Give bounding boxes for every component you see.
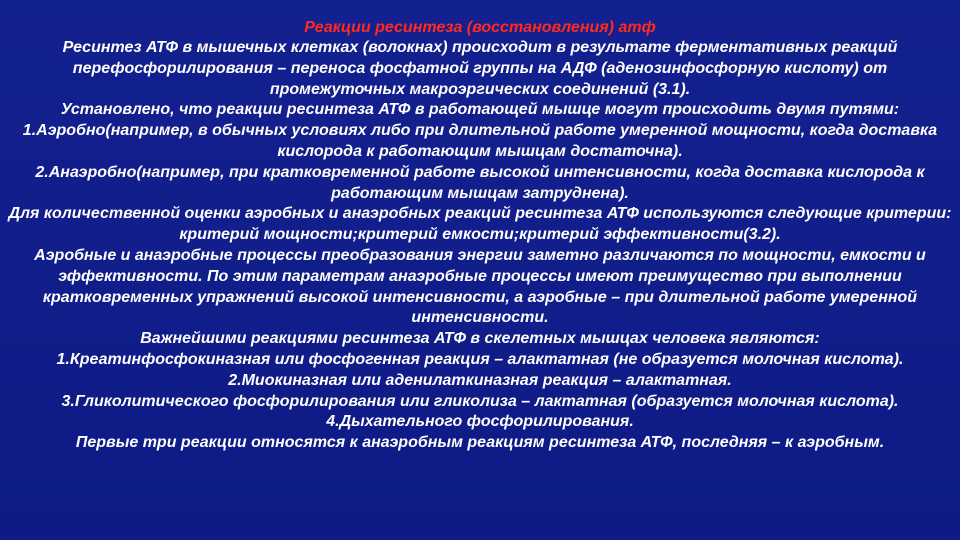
paragraph-aerobic: 1.Аэробно(например, в обычных условиях либо при длительной работе умеренной мощности, когда доставка кислорода к работающим мышцам достаточна). — [22, 122, 938, 160]
paragraph-resynthesis-definition: Ресинтез АТФ в мышечных клетках (волокнах) происходит в результате ферментативных реакций перефосфорилирования – переноса фосфатной группы на АДФ (аденозинфосфорную кислоту) от промежуточных макроэргических соединений (3.1). — [62, 39, 898, 98]
paragraph-conclusion: Первые три реакции относятся к анаэробным реакциям ресинтеза АТФ, последняя – к аэробным. — [75, 434, 885, 452]
paragraph-comparison: Аэробные и анаэробные процессы преобразования энергии заметно различаются по мощности, емкости и эффективности. По этим параметрам анаэробные процессы имеют преимущество при выполнении кратковременных упражнений высокой интенсивности, а аэробные – при длительной работе умеренной интенсивности. — [34, 246, 926, 327]
list-item-myokinase: 2.Миокиназная или аденилаткиназная реакция – алактатная. — [228, 371, 732, 389]
paragraph-anaerobic: 2.Анаэробно(например, при кратковременной работе высокой интенсивности, когда доставка кислорода к работающим мышцам затруднена). — [35, 163, 925, 202]
list-item-respiratory: 4.Дыхательного фосфорилирования. — [326, 413, 634, 431]
paragraph-main-reactions: Важнейшими реакциями ресинтеза АТФ в скелетных мышцах человека являются: — [140, 330, 820, 348]
list-item-creatine-kinase: 1.Креатинфосфокиназная или фосфогенная реакция – алактатная (не образуется молочная кислота). — [56, 350, 904, 368]
list-item-glycolysis: 3.Гликолитического фосфорилирования или гликолиза – лактатная (образуется молочная кислота). — [61, 392, 899, 410]
paragraph-two-pathways: Установлено, что реакции ресинтеза АТФ в работающей мышце могут происходить двумя путями: — [60, 101, 900, 119]
slide-body — [8, 38, 952, 454]
slide-title: Реакции ресинтеза (восстановления) атф — [304, 19, 656, 36]
paragraph-criteria: Для количественной оценки аэробных и анаэробных реакций ресинтеза АТФ используются следующие критерии: критерий мощности;критерий емкости;критерий эффективности(3.2). — [8, 205, 952, 244]
